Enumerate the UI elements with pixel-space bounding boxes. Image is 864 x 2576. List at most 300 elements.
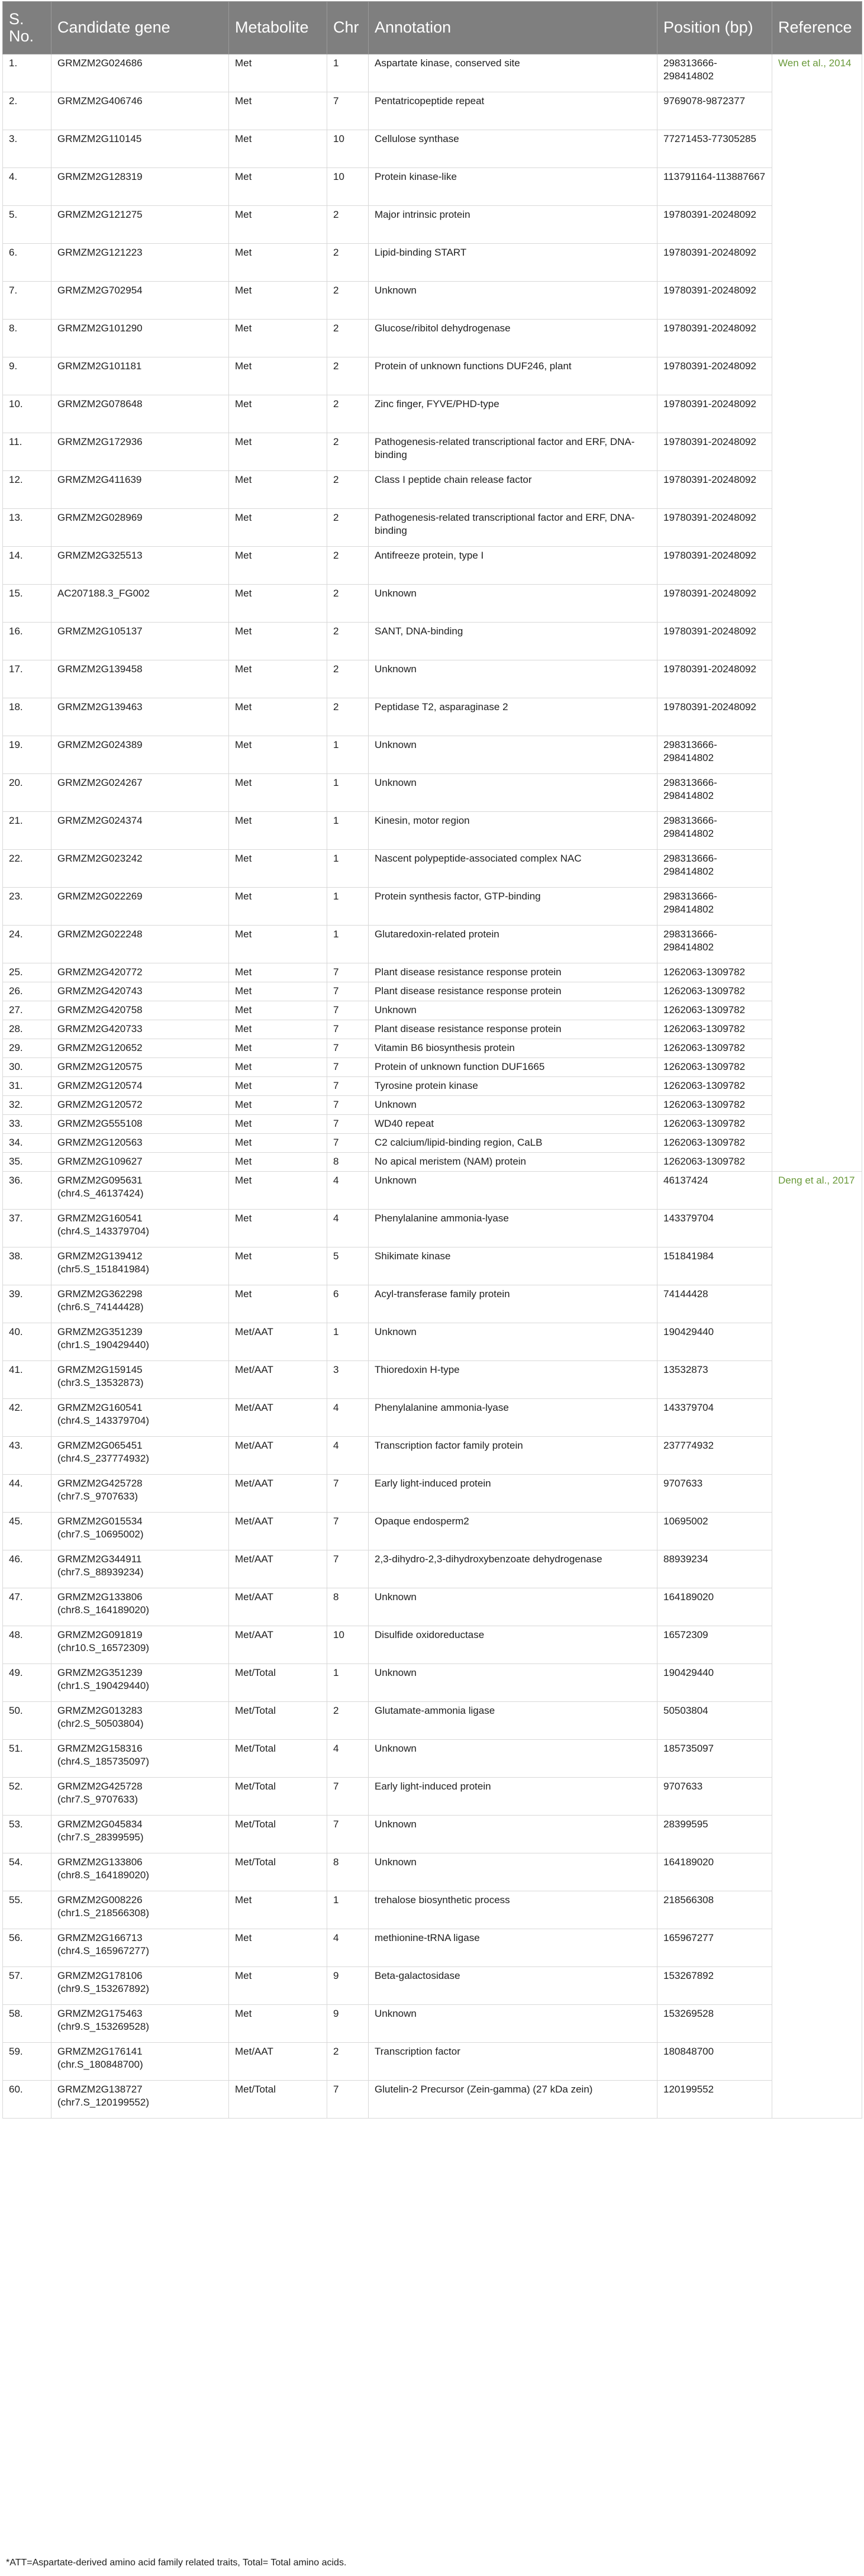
cell-candidate-gene: GRMZM2G344911 (chr7.S_88939234)	[51, 1550, 229, 1588]
cell-sno: 38.	[3, 1247, 51, 1285]
cell-candidate-gene: GRMZM2G045834 (chr7.S_28399595)	[51, 1816, 229, 1853]
cell-reference	[772, 1020, 862, 1039]
cell-sno: 29.	[3, 1039, 51, 1058]
table-row	[3, 1096, 862, 1115]
cell-sno: 12.	[3, 471, 51, 509]
cell-position: 165967277	[657, 1929, 772, 1967]
cell-candidate-gene: GRMZM2G176141 (chr.S_180848700)	[51, 2043, 229, 2081]
cell-annotation: Early light-induced protein	[369, 1778, 657, 1816]
cell-annotation: Unknown	[369, 282, 657, 320]
cell-candidate-gene: GRMZM2G022269	[51, 888, 229, 926]
table-row	[3, 1550, 862, 1588]
cell-chr: 7	[327, 1096, 369, 1115]
cell-annotation: Unknown	[369, 1740, 657, 1778]
cell-candidate-gene: GRMZM2G138727 (chr7.S_120199552)	[51, 2081, 229, 2119]
cell-candidate-gene: GRMZM2G028969	[51, 509, 229, 547]
cell-sno: 3.	[3, 130, 51, 168]
candidate-gene-table	[2, 1, 862, 2119]
cell-position: 298313666-298414802	[657, 850, 772, 888]
cell-reference	[772, 1115, 862, 1134]
cell-position: 1262063-1309782	[657, 1096, 772, 1115]
table-row	[3, 395, 862, 433]
table-row	[3, 2081, 862, 2119]
cell-metabolite: Met/Total	[229, 1853, 327, 1891]
cell-sno: 59.	[3, 2043, 51, 2081]
table-row	[3, 774, 862, 812]
cell-reference	[772, 206, 862, 244]
cell-reference	[772, 963, 862, 982]
cell-metabolite: Met	[229, 244, 327, 282]
cell-sno: 42.	[3, 1399, 51, 1437]
table-row	[3, 623, 862, 660]
cell-sno: 13.	[3, 509, 51, 547]
cell-chr: 7	[327, 1778, 369, 1816]
cell-annotation: Unknown	[369, 1664, 657, 1702]
cell-candidate-gene: GRMZM2G420743	[51, 982, 229, 1001]
cell-candidate-gene: GRMZM2G024389	[51, 736, 229, 774]
cell-sno: 58.	[3, 2005, 51, 2043]
table-row	[3, 926, 862, 963]
cell-candidate-gene: GRMZM2G120652	[51, 1039, 229, 1058]
cell-sno: 48.	[3, 1626, 51, 1664]
cell-position: 19780391-20248092	[657, 471, 772, 509]
cell-metabolite: Met	[229, 1134, 327, 1153]
cell-reference	[772, 1967, 862, 2005]
cell-reference	[772, 357, 862, 395]
cell-reference	[772, 1134, 862, 1153]
cell-position: 19780391-20248092	[657, 320, 772, 357]
cell-position: 1262063-1309782	[657, 1058, 772, 1077]
cell-chr: 9	[327, 1967, 369, 2005]
cell-sno: 39.	[3, 1285, 51, 1323]
cell-sno: 22.	[3, 850, 51, 888]
cell-metabolite: Met/Total	[229, 1664, 327, 1702]
table-row	[3, 1210, 862, 1247]
cell-metabolite: Met	[229, 850, 327, 888]
cell-annotation: Disulfide oxidoreductase	[369, 1626, 657, 1664]
cell-chr: 7	[327, 92, 369, 130]
cell-position: 298313666-298414802	[657, 774, 772, 812]
cell-annotation: methionine-tRNA ligase	[369, 1929, 657, 1967]
cell-annotation: Lipid-binding START	[369, 244, 657, 282]
cell-sno: 5.	[3, 206, 51, 244]
table-row	[3, 1816, 862, 1853]
cell-reference	[772, 1740, 862, 1778]
cell-chr: 5	[327, 1247, 369, 1285]
cell-candidate-gene: GRMZM2G139412 (chr5.S_151841984)	[51, 1247, 229, 1285]
table-row	[3, 660, 862, 698]
cell-position: 298313666-298414802	[657, 736, 772, 774]
cell-annotation: No apical meristem (NAM) protein	[369, 1153, 657, 1172]
table-row	[3, 850, 862, 888]
cell-annotation: Protein kinase-like	[369, 168, 657, 206]
cell-reference: Wen et al., 2014	[772, 54, 862, 92]
cell-annotation: Early light-induced protein	[369, 1475, 657, 1513]
cell-metabolite: Met	[229, 1020, 327, 1039]
cell-candidate-gene: GRMZM2G105137	[51, 623, 229, 660]
cell-position: 1262063-1309782	[657, 1115, 772, 1134]
table-row	[3, 130, 862, 168]
cell-position: 19780391-20248092	[657, 698, 772, 736]
table-row	[3, 1929, 862, 1967]
cell-chr: 7	[327, 1020, 369, 1039]
cell-sno: 34.	[3, 1134, 51, 1153]
cell-chr: 4	[327, 1399, 369, 1437]
cell-sno: 15.	[3, 585, 51, 623]
table-row	[3, 1588, 862, 1626]
cell-metabolite: Met	[229, 1210, 327, 1247]
cell-metabolite: Met	[229, 2005, 327, 2043]
header-sno: S. No.	[3, 2, 51, 54]
table-row	[3, 1115, 862, 1134]
cell-position: 185735097	[657, 1740, 772, 1778]
cell-chr: 2	[327, 357, 369, 395]
cell-position: 19780391-20248092	[657, 509, 772, 547]
cell-annotation: Tyrosine protein kinase	[369, 1077, 657, 1096]
cell-sno: 49.	[3, 1664, 51, 1702]
cell-candidate-gene: GRMZM2G065451 (chr4.S_237774932)	[51, 1437, 229, 1475]
cell-metabolite: Met	[229, 660, 327, 698]
cell-annotation: Aspartate kinase, conserved site	[369, 54, 657, 92]
cell-chr: 2	[327, 433, 369, 471]
cell-metabolite: Met	[229, 888, 327, 926]
cell-chr: 1	[327, 1323, 369, 1361]
cell-sno: 1.	[3, 54, 51, 92]
cell-sno: 52.	[3, 1778, 51, 1816]
cell-reference	[772, 1588, 862, 1626]
cell-reference	[772, 982, 862, 1001]
cell-position: 190429440	[657, 1664, 772, 1702]
cell-candidate-gene: GRMZM2G702954	[51, 282, 229, 320]
cell-position: 9707633	[657, 1778, 772, 1816]
cell-reference	[772, 320, 862, 357]
table-row	[3, 1077, 862, 1096]
cell-position: 19780391-20248092	[657, 357, 772, 395]
cell-annotation: Glutelin-2 Precursor (Zein-gamma) (27 kDa zein)	[369, 2081, 657, 2119]
cell-position: 10695002	[657, 1513, 772, 1550]
table-row	[3, 963, 862, 982]
cell-chr: 7	[327, 1475, 369, 1513]
cell-reference	[772, 1399, 862, 1437]
cell-reference	[772, 698, 862, 736]
cell-metabolite: Met/Total	[229, 2081, 327, 2119]
cell-position: 88939234	[657, 1550, 772, 1588]
table-row	[3, 1778, 862, 1816]
cell-chr: 7	[327, 1816, 369, 1853]
cell-position: 19780391-20248092	[657, 433, 772, 471]
cell-annotation: Glutaredoxin-related protein	[369, 926, 657, 963]
cell-annotation: 2,3-dihydro-2,3-dihydroxybenzoate dehydrogenase	[369, 1550, 657, 1588]
cell-annotation: Thioredoxin H-type	[369, 1361, 657, 1399]
cell-reference	[772, 130, 862, 168]
cell-annotation: Peptidase T2, asparaginase 2	[369, 698, 657, 736]
table-row	[3, 282, 862, 320]
cell-reference	[772, 509, 862, 547]
cell-candidate-gene: GRMZM2G013283 (chr2.S_50503804)	[51, 1702, 229, 1740]
cell-annotation: Opaque endosperm2	[369, 1513, 657, 1550]
cell-chr: 2	[327, 698, 369, 736]
cell-annotation: Shikimate kinase	[369, 1247, 657, 1285]
cell-sno: 41.	[3, 1361, 51, 1399]
cell-metabolite: Met	[229, 471, 327, 509]
cell-position: 218566308	[657, 1891, 772, 1929]
cell-metabolite: Met	[229, 1172, 327, 1210]
cell-candidate-gene: GRMZM2G139463	[51, 698, 229, 736]
cell-sno: 10.	[3, 395, 51, 433]
header-metabolite: Metabolite	[229, 2, 327, 54]
cell-position: 298313666-298414802	[657, 888, 772, 926]
cell-annotation: Kinesin, motor region	[369, 812, 657, 850]
cell-chr: 7	[327, 1115, 369, 1134]
cell-reference	[772, 888, 862, 926]
cell-metabolite: Met	[229, 168, 327, 206]
table-row	[3, 1020, 862, 1039]
cell-metabolite: Met	[229, 698, 327, 736]
cell-chr: 7	[327, 1077, 369, 1096]
cell-candidate-gene: GRMZM2G121275	[51, 206, 229, 244]
cell-reference	[772, 1058, 862, 1077]
cell-annotation: Unknown	[369, 1816, 657, 1853]
cell-position: 190429440	[657, 1323, 772, 1361]
cell-metabolite: Met/AAT	[229, 1437, 327, 1475]
cell-position: 120199552	[657, 2081, 772, 2119]
cell-metabolite: Met	[229, 206, 327, 244]
cell-candidate-gene: GRMZM2G024267	[51, 774, 229, 812]
cell-annotation: Phenylalanine ammonia-lyase	[369, 1210, 657, 1247]
cell-chr: 7	[327, 1039, 369, 1058]
cell-reference	[772, 1077, 862, 1096]
cell-chr: 2	[327, 660, 369, 698]
cell-metabolite: Met/AAT	[229, 2043, 327, 2081]
cell-reference	[772, 926, 862, 963]
cell-sno: 11.	[3, 433, 51, 471]
cell-chr: 4	[327, 1172, 369, 1210]
table-row	[3, 244, 862, 282]
cell-candidate-gene: GRMZM2G159145 (chr3.S_13532873)	[51, 1361, 229, 1399]
cell-metabolite: Met	[229, 1039, 327, 1058]
table-row	[3, 1740, 862, 1778]
cell-metabolite: Met/AAT	[229, 1550, 327, 1588]
cell-annotation: Unknown	[369, 774, 657, 812]
cell-sno: 40.	[3, 1323, 51, 1361]
cell-sno: 23.	[3, 888, 51, 926]
cell-annotation: Pathogenesis-related transcriptional factor and ERF, DNA-binding	[369, 509, 657, 547]
cell-chr: 1	[327, 850, 369, 888]
cell-candidate-gene: GRMZM2G351239 (chr1.S_190429440)	[51, 1323, 229, 1361]
table-row	[3, 1058, 862, 1077]
table-row	[3, 1475, 862, 1513]
cell-sno: 28.	[3, 1020, 51, 1039]
cell-sno: 26.	[3, 982, 51, 1001]
cell-annotation: Protein of unknown function DUF1665	[369, 1058, 657, 1077]
cell-reference	[772, 1039, 862, 1058]
cell-reference	[772, 1778, 862, 1816]
table-body	[3, 54, 862, 2119]
cell-metabolite: Met	[229, 623, 327, 660]
cell-metabolite: Met	[229, 1247, 327, 1285]
cell-annotation: Plant disease resistance response protein	[369, 982, 657, 1001]
cell-annotation: Unknown	[369, 1001, 657, 1020]
cell-candidate-gene: GRMZM2G120574	[51, 1077, 229, 1096]
cell-metabolite: Met/AAT	[229, 1588, 327, 1626]
table-row	[3, 2043, 862, 2081]
cell-position: 19780391-20248092	[657, 395, 772, 433]
cell-candidate-gene: GRMZM2G139458	[51, 660, 229, 698]
cell-position: 19780391-20248092	[657, 206, 772, 244]
cell-annotation: Phenylalanine ammonia-lyase	[369, 1399, 657, 1437]
cell-reference	[772, 282, 862, 320]
cell-metabolite: Met	[229, 585, 327, 623]
cell-annotation: Unknown	[369, 2005, 657, 2043]
cell-position: 13532873	[657, 1361, 772, 1399]
cell-annotation: Unknown	[369, 1588, 657, 1626]
cell-reference	[772, 395, 862, 433]
cell-position: 143379704	[657, 1399, 772, 1437]
cell-annotation: Plant disease resistance response protein	[369, 1020, 657, 1039]
header-annotation: Annotation	[369, 2, 657, 54]
cell-annotation: Glucose/ribitol dehydrogenase	[369, 320, 657, 357]
cell-metabolite: Met/Total	[229, 1816, 327, 1853]
cell-metabolite: Met	[229, 130, 327, 168]
cell-position: 19780391-20248092	[657, 585, 772, 623]
cell-candidate-gene: GRMZM2G023242	[51, 850, 229, 888]
table-row	[3, 1001, 862, 1020]
table-row	[3, 1323, 862, 1361]
cell-sno: 21.	[3, 812, 51, 850]
cell-position: 9707633	[657, 1475, 772, 1513]
cell-sno: 7.	[3, 282, 51, 320]
cell-metabolite: Met	[229, 395, 327, 433]
cell-chr: 4	[327, 1210, 369, 1247]
table-row	[3, 1039, 862, 1058]
cell-position: 19780391-20248092	[657, 547, 772, 585]
cell-sno: 14.	[3, 547, 51, 585]
cell-candidate-gene: GRMZM2G351239 (chr1.S_190429440)	[51, 1664, 229, 1702]
cell-candidate-gene: GRMZM2G425728 (chr7.S_9707633)	[51, 1778, 229, 1816]
cell-reference	[772, 2081, 862, 2119]
cell-chr: 2	[327, 585, 369, 623]
cell-sno: 56.	[3, 1929, 51, 1967]
cell-chr: 7	[327, 1134, 369, 1153]
cell-metabolite: Met	[229, 1929, 327, 1967]
cell-position: 77271453-77305285	[657, 130, 772, 168]
cell-sno: 43.	[3, 1437, 51, 1475]
header-chr: Chr	[327, 2, 369, 54]
cell-candidate-gene: GRMZM2G024374	[51, 812, 229, 850]
cell-sno: 55.	[3, 1891, 51, 1929]
cell-metabolite: Met/Total	[229, 1740, 327, 1778]
cell-annotation: C2 calcium/lipid-binding region, CaLB	[369, 1134, 657, 1153]
cell-annotation: Protein of unknown functions DUF246, plant	[369, 357, 657, 395]
cell-annotation: Pentatricopeptide repeat	[369, 92, 657, 130]
table-row	[3, 168, 862, 206]
cell-annotation: Unknown	[369, 1172, 657, 1210]
cell-metabolite: Met	[229, 1058, 327, 1077]
cell-chr: 2	[327, 206, 369, 244]
cell-annotation: Zinc finger, FYVE/PHD-type	[369, 395, 657, 433]
table-row	[3, 1702, 862, 1740]
cell-position: 19780391-20248092	[657, 244, 772, 282]
cell-annotation: WD40 repeat	[369, 1115, 657, 1134]
cell-metabolite: Met	[229, 357, 327, 395]
cell-position: 153269528	[657, 2005, 772, 2043]
cell-candidate-gene: GRMZM2G362298 (chr6.S_74144428)	[51, 1285, 229, 1323]
cell-position: 298313666-298414802	[657, 54, 772, 92]
cell-sno: 9.	[3, 357, 51, 395]
cell-metabolite: Met	[229, 1967, 327, 2005]
cell-position: 19780391-20248092	[657, 623, 772, 660]
cell-sno: 20.	[3, 774, 51, 812]
cell-chr: 2	[327, 509, 369, 547]
cell-candidate-gene: GRMZM2G120572	[51, 1096, 229, 1115]
cell-metabolite: Met/AAT	[229, 1323, 327, 1361]
cell-sno: 47.	[3, 1588, 51, 1626]
cell-position: 1262063-1309782	[657, 1001, 772, 1020]
cell-chr: 7	[327, 982, 369, 1001]
cell-chr: 7	[327, 1058, 369, 1077]
cell-metabolite: Met	[229, 433, 327, 471]
cell-chr: 1	[327, 1664, 369, 1702]
cell-candidate-gene: GRMZM2G425728 (chr7.S_9707633)	[51, 1475, 229, 1513]
cell-reference	[772, 547, 862, 585]
cell-position: 1262063-1309782	[657, 1134, 772, 1153]
table-row	[3, 1513, 862, 1550]
cell-candidate-gene: GRMZM2G095631 (chr4.S_46137424)	[51, 1172, 229, 1210]
table-row	[3, 509, 862, 547]
cell-reference	[772, 244, 862, 282]
table-row	[3, 1967, 862, 2005]
cell-metabolite: Met	[229, 509, 327, 547]
cell-reference	[772, 1285, 862, 1323]
cell-chr: 3	[327, 1361, 369, 1399]
cell-metabolite: Met	[229, 320, 327, 357]
table-row	[3, 206, 862, 244]
cell-position: 113791164-113887667	[657, 168, 772, 206]
cell-position: 298313666-298414802	[657, 926, 772, 963]
cell-candidate-gene: GRMZM2G120575	[51, 1058, 229, 1077]
cell-reference	[772, 1323, 862, 1361]
cell-sno: 53.	[3, 1816, 51, 1853]
table-row	[3, 1626, 862, 1664]
cell-candidate-gene: GRMZM2G175463 (chr9.S_153269528)	[51, 2005, 229, 2043]
cell-candidate-gene: GRMZM2G101181	[51, 357, 229, 395]
cell-annotation: Antifreeze protein, type I	[369, 547, 657, 585]
cell-sno: 33.	[3, 1115, 51, 1134]
cell-annotation: Protein synthesis factor, GTP-binding	[369, 888, 657, 926]
cell-chr: 1	[327, 888, 369, 926]
cell-reference	[772, 1853, 862, 1891]
cell-reference	[772, 1626, 862, 1664]
cell-sno: 36.	[3, 1172, 51, 1210]
table-row	[3, 54, 862, 92]
cell-reference	[772, 850, 862, 888]
cell-position: 28399595	[657, 1816, 772, 1853]
cell-reference	[772, 660, 862, 698]
cell-chr: 4	[327, 1929, 369, 1967]
cell-sno: 18.	[3, 698, 51, 736]
cell-reference	[772, 585, 862, 623]
cell-position: 237774932	[657, 1437, 772, 1475]
cell-candidate-gene: GRMZM2G133806 (chr8.S_164189020)	[51, 1853, 229, 1891]
cell-position: 16572309	[657, 1626, 772, 1664]
header-candidate-gene: Candidate gene	[51, 2, 229, 54]
table-row	[3, 1285, 862, 1323]
cell-chr: 1	[327, 812, 369, 850]
table-row	[3, 1437, 862, 1475]
cell-sno: 51.	[3, 1740, 51, 1778]
cell-metabolite: Met	[229, 282, 327, 320]
cell-sno: 24.	[3, 926, 51, 963]
